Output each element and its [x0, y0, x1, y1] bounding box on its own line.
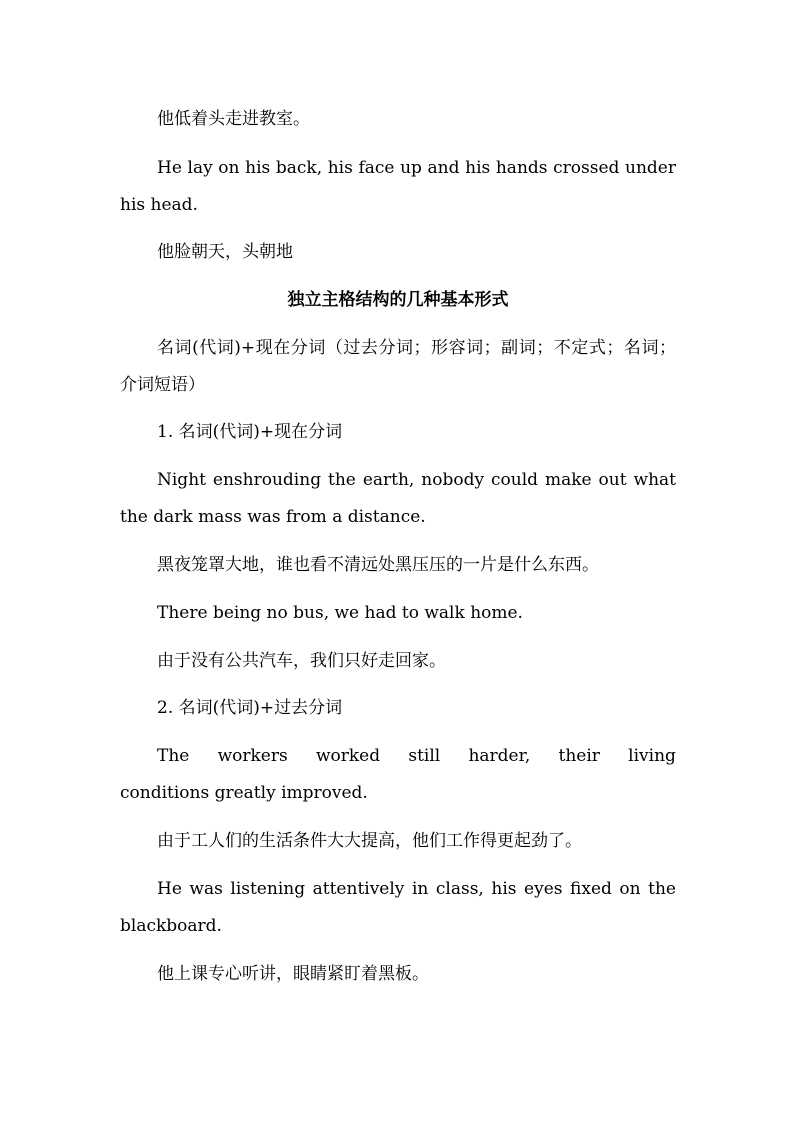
paragraph-example-night: Night enshrouding the earth, nobody could make out what the dark mass was from a distance. — [120, 470, 676, 527]
paragraph-english-1: He lay on his back, his face up and his hands crossed under his head. — [120, 158, 676, 215]
subheading-present-participle: 1. 名词(代词)+现在分词 — [157, 422, 343, 442]
section-heading: 独立主格结构的几种基本形式 — [287, 290, 509, 310]
paragraph-translation-blackboard: 他上课专心听讲，眼睛紧盯着黑板。 — [157, 964, 429, 984]
word: their — [558, 746, 600, 766]
paragraph-example-workers — [120, 738, 676, 812]
word: living — [628, 746, 676, 766]
subheading-past-participle: 2. 名词(代词)+过去分词 — [157, 698, 343, 718]
word: worked — [315, 746, 381, 766]
paragraph-chinese-2: 他脸朝天，头朝地 — [157, 242, 293, 262]
word: still — [408, 746, 441, 766]
paragraph-example-workers-line-2: conditions greatly improved. — [120, 783, 368, 803]
paragraph-translation-workers: 由于工人们的生活条件大大提高，他们工作得更起劲了。 — [157, 831, 582, 851]
paragraph-example-bus: There being no bus, we had to walk home. — [157, 603, 523, 623]
paragraph-example-blackboard: He was listening attentively in class, his eyes fixed on the blackboard. — [120, 879, 676, 936]
paragraph-structure-list: 名词(代词)+现在分词（过去分词；形容词；副词；不定式；名词；介词短语） — [120, 338, 676, 395]
paragraph-chinese-1: 他低着头走进教室。 — [157, 109, 310, 129]
word: The — [157, 746, 190, 766]
paragraph-translation-night: 黑夜笼罩大地，谁也看不清远处黑压压的一片是什么东西。 — [157, 555, 599, 575]
paragraph-translation-bus: 由于没有公共汽车，我们只好走回家。 — [157, 651, 446, 671]
paragraph-example-workers-line-1 — [120, 738, 676, 775]
word: workers — [217, 746, 288, 766]
word: harder, — [468, 746, 531, 766]
